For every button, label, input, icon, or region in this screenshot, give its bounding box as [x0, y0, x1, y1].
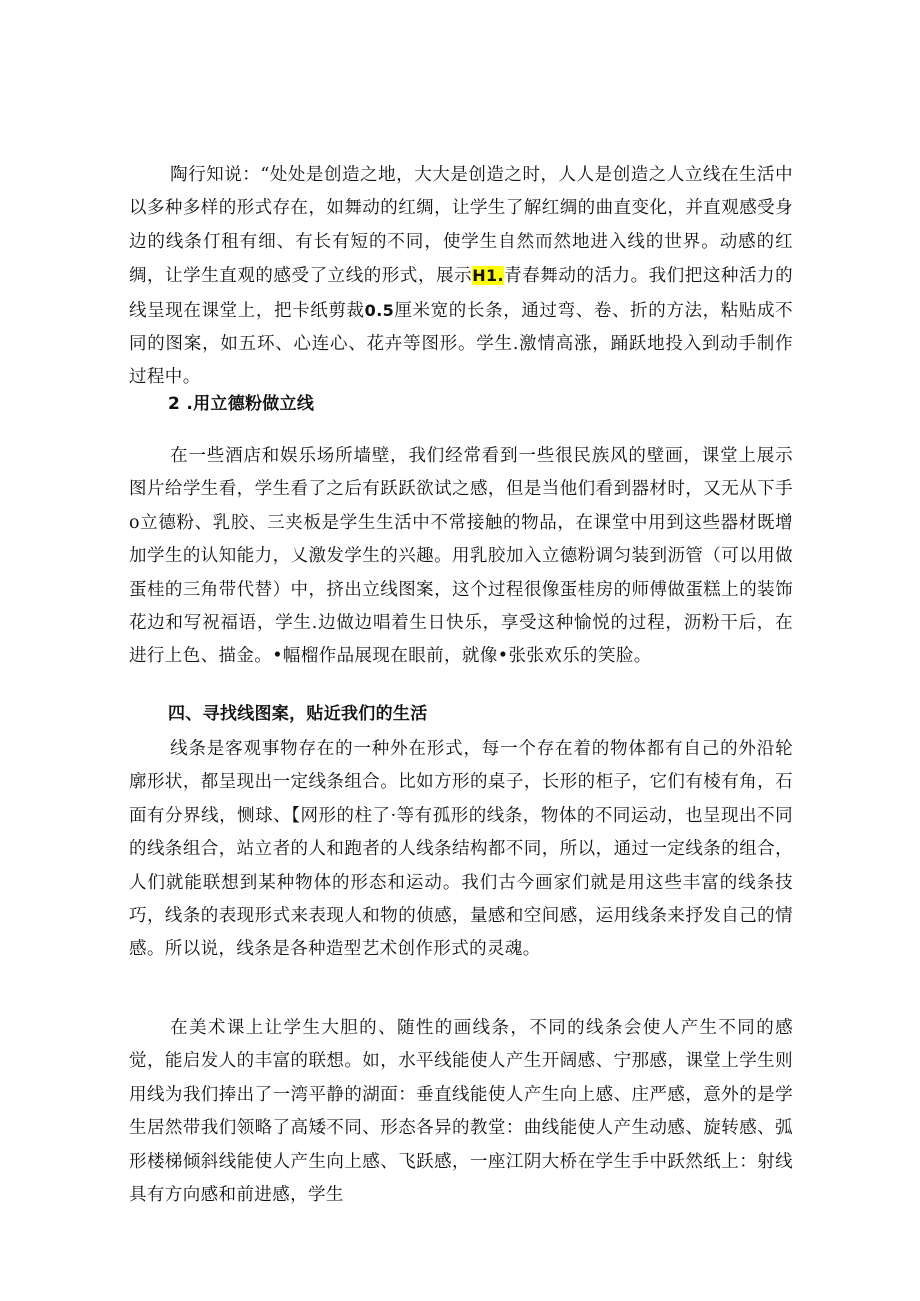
paragraph-text: 厘米宽的长条，通过弯、卷、折的方法，粘贴成不同的图案，如五环、心连心、花卉等图形。学生.激情高涨，踊跃地投入到动手制作过程中。 [129, 300, 793, 388]
section-heading-lide-powder: 2 .用立德粉做立线 [168, 394, 315, 414]
highlighted-text: H1. [472, 266, 504, 286]
paragraph-tao-xingzhi [129, 159, 793, 395]
paragraph-text: 青春舞动的活力。我们把这种活力的线呈现在课堂上，把卡纸剪裁 [129, 266, 793, 321]
paragraph-lide-powder: 在一些酒店和娱乐场所墙壁，我们经常看到一些很民族风的壁画，课堂上展示图片给学生看，学生看了之后有跃跃欲试之感，但是当他们看到器材时，又无从下手o立德粉、乳胶、三夹板是学生生活中不常接触的物品，在课堂中用到这些器材既增加学生的认知能力，乂激发学生的兴趣。用乳胶加入立德粉调匀装到沥管（可以用做蛋桂的三角带代替）中，挤出立线图案，这个过程很像蛋桂房的师傅做蛋糕上的装饰花边和写祝福语，学生.边做边唱着生日快乐，享受这种愉悦的过程，沥粉干后，在进行上色、描金。•幅榴作品展现在眼前，就像•张张欢乐的笑脸。 [129, 446, 793, 667]
paragraph-line-forms: 线条是客观事物存在的一种外在形式，每一个存在着的物体都有自己的外沿轮廓形状，都呈现出一定线条组合。比如方形的桌子，长形的柜子，它们有棱有角，石面有分界线，恻球、【网形的柱了·等有孤形的线条，物体的不同运动，也呈现出不同的线条组合，站立者的人和跑者的人线条结构都不同，所以，通过一定线条的组合，人们就能联想到某种物体的形态和运动。我们古今画家们就是用这些丰富的线条技巧，线条的表现形式来表现人和物的侦感，量感和空间感，运用线条来抒发自己的情感。所以说，线条是各种造型艺术创作形式的灵魂。 [129, 739, 793, 960]
measure-number: 0.5 [364, 300, 395, 320]
section-heading-find-line-patterns: 四、寻找线图案，贴近我们的生活 [168, 704, 428, 724]
paragraph-art-class: 在美术课上让学生大胆的、随性的画线条，不同的线条会使人产生不同的感觉，能启发人的丰富的联想。如，水平线能使人产生开阔感、宁那感，课堂上学生则用线为我们捧出了一湾平静的湖面：垂直线能使人产生向上感、庄严感，意外的是学生居然带我们领略了高矮不同、形态各异的教堂：曲线能使人产生动感、旋转感、弧形楼梯倾斜线能使人产生向上感、飞跃感，一座江阴大桥在学生手中跃然纸上：射线具有方向感和前进感，学生 [129, 1018, 793, 1206]
paragraph-text: 陶行知说：“处处是创造之地，大大是创造之时，人人是创造之人立线在生活中以多种多样的形式存在，如舞动的红绸，让学生了解红绸的曲直变化，并直观感受身边的线条仃租有细、有长有短的不同，使学生自然而然地进入线的世界。动感的红绸，让学生直观的感受了立线的形式，展示 [129, 165, 793, 287]
